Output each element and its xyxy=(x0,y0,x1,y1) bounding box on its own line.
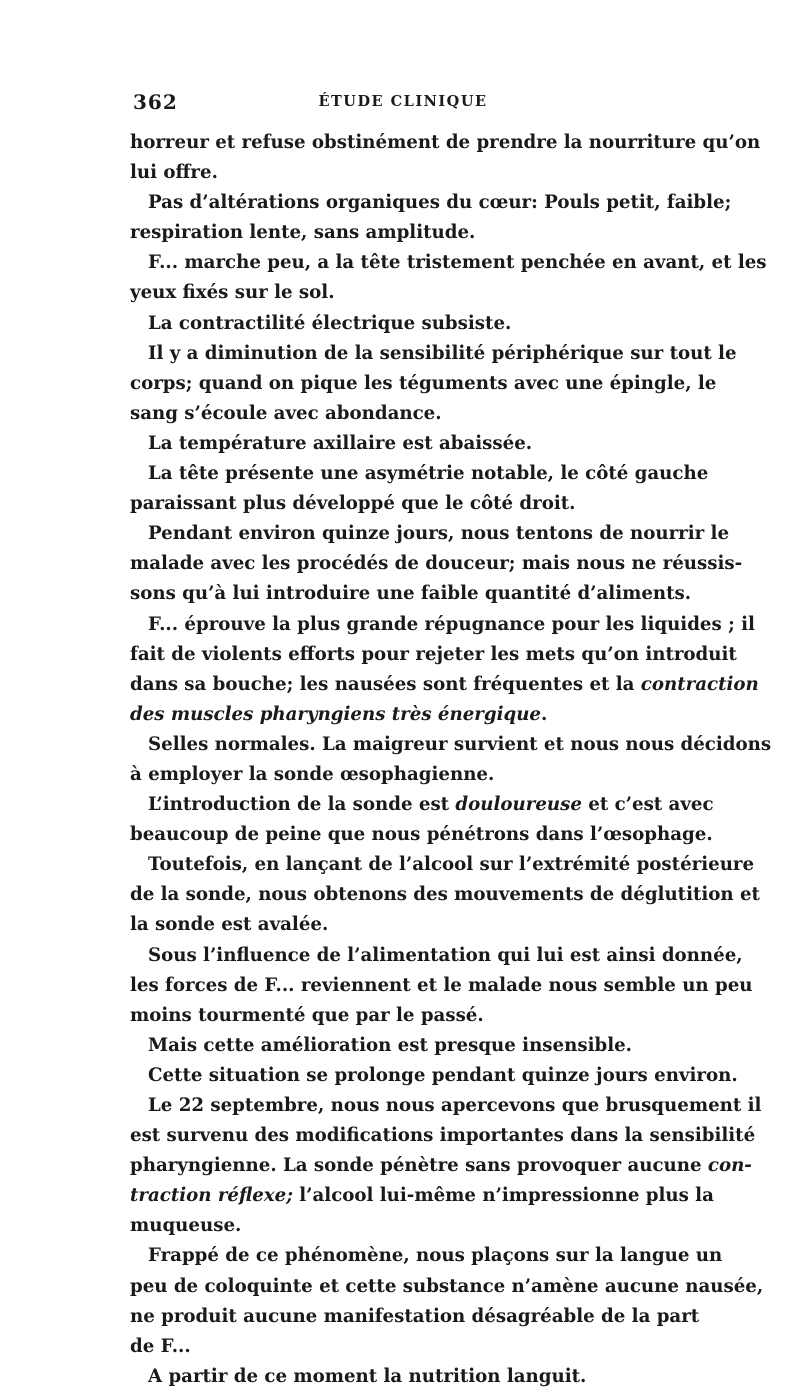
text-line xyxy=(130,459,709,489)
text-line xyxy=(130,941,743,971)
text-line xyxy=(130,1001,675,1031)
text-line-italic: des muscles pharyngiens très énergique xyxy=(130,703,541,725)
text-line xyxy=(130,158,675,188)
text-line-roman: Frappé de ce phénomène, nous plaçons sur la langue un xyxy=(148,1245,723,1267)
text-line-roman: muqueuse. xyxy=(130,1215,242,1237)
text-line xyxy=(130,730,772,760)
text-line-roman: beaucoup de peine que nous pénétrons dans l’œsophage. xyxy=(130,824,713,846)
text-line xyxy=(130,489,675,519)
text-line xyxy=(130,820,713,850)
page-header xyxy=(133,90,673,120)
text-line-roman: horreur et refuse obstinément de prendre la nourriture qu’on xyxy=(130,132,761,153)
text-line-roman: sang s’écoule avec abondance. xyxy=(130,402,442,424)
text-line-roman: A partir de ce moment la nutrition languit. xyxy=(148,1365,587,1387)
text-line-roman: L’introduction de la sonde est xyxy=(148,794,456,816)
text-line xyxy=(130,218,675,248)
text-line xyxy=(130,1332,675,1362)
text-line-roman: Sous l’influence de l’alimentation qui lui est ainsi donnée, xyxy=(148,944,743,966)
text-line-roman: de F... xyxy=(130,1335,191,1357)
text-line-roman: la sonde est avalée. xyxy=(130,914,329,936)
text-line xyxy=(130,971,753,1001)
text-line-roman: fait de violents efforts pour rejeter les mets qu’on introduit xyxy=(130,643,737,665)
text-line xyxy=(130,1091,762,1121)
text-line xyxy=(130,790,714,820)
text-line-roman: dans sa bouche; les nausées sont fréquentes et la xyxy=(130,673,641,695)
text-line-roman: Le 22 septembre, nous nous apercevons que brusquement il xyxy=(148,1095,762,1116)
text-line xyxy=(130,1272,764,1302)
text-line-italic: traction réflexe; xyxy=(130,1185,293,1207)
text-line xyxy=(130,1241,723,1271)
text-line-italic: douloureuse xyxy=(455,794,582,816)
text-line-roman: La température axillaire est abaissée. xyxy=(148,432,533,454)
text-line-roman-after: . xyxy=(541,703,548,725)
text-line-roman-after: et c’est avec xyxy=(581,794,714,816)
text-line xyxy=(130,850,755,880)
text-line xyxy=(130,369,717,399)
text-line-roman: à employer la sonde œsophagienne. xyxy=(130,763,495,785)
text-line xyxy=(130,549,743,579)
body-text xyxy=(130,128,772,1392)
text-line-roman: F... marche peu, a la tête tristement penchée en avant, et les xyxy=(148,252,767,274)
text-line-roman: pharyngienne. La sonde pénètre sans provoquer aucune xyxy=(130,1155,708,1177)
text-line-roman: moins tourmenté que par le passé. xyxy=(130,1004,484,1026)
text-line-roman: sons qu’à lui introduire une faible quantité d’aliments. xyxy=(130,583,692,605)
text-line xyxy=(130,519,730,549)
text-line-roman: La contractilité électrique subsiste. xyxy=(148,312,512,334)
text-line xyxy=(130,278,675,308)
text-line xyxy=(130,248,767,278)
text-line-roman: Pas d’altérations organiques du cœur: Pouls petit, faible; xyxy=(148,192,732,214)
text-line-roman: Mais cette amélioration est presque insensible. xyxy=(148,1034,633,1056)
text-line-roman: ne produit aucune manifestation désagréable de la part xyxy=(130,1305,700,1327)
text-line xyxy=(130,188,732,218)
page-number: 362 xyxy=(133,90,178,114)
text-line xyxy=(130,610,755,640)
text-line-roman-after: l’alcool lui-même n’impressionne plus la xyxy=(292,1185,714,1207)
text-line xyxy=(130,1151,752,1181)
text-line-roman: les forces de F... reviennent et le malade nous semble un peu xyxy=(130,974,753,996)
text-line-roman: corps; quand on pique les téguments avec une épingle, le xyxy=(130,372,717,394)
text-line xyxy=(130,910,675,940)
text-line xyxy=(130,670,759,700)
text-line xyxy=(130,880,760,910)
text-line-roman: yeux fixés sur le sol. xyxy=(130,282,335,304)
text-line-roman: Pendant environ quinze jours, nous tentons de nourrir le xyxy=(148,523,730,545)
text-line xyxy=(130,579,692,609)
text-line-roman: F... éprouve la plus grande répugnance pour les liquides ; il xyxy=(148,613,755,635)
text-line-roman: Il y a diminution de la sensibilité périphérique sur tout le xyxy=(148,342,737,364)
running-head: ÉTUDE CLINIQUE xyxy=(318,93,488,110)
text-line xyxy=(130,1181,714,1211)
text-line-roman: paraissant plus développé que le côté droit. xyxy=(130,493,576,515)
text-line-roman: peu de coloquinte et cette substance n’amène aucune nausée, xyxy=(130,1275,764,1297)
text-line xyxy=(130,309,675,339)
text-line-italic: contraction xyxy=(640,673,759,695)
text-line xyxy=(130,760,675,790)
text-line-roman: Selles normales. La maigreur survient et nous nous décidons xyxy=(148,733,772,755)
text-line xyxy=(130,399,675,429)
text-line-roman: malade avec les procédés de douceur; mais nous ne réussis- xyxy=(130,553,743,575)
text-line xyxy=(130,429,675,459)
text-line xyxy=(130,640,737,670)
text-line-roman: Cette situation se prolonge pendant quinze jours environ. xyxy=(148,1064,738,1086)
text-line xyxy=(130,1362,675,1392)
text-line xyxy=(130,339,737,369)
text-line-roman: de la sonde, nous obtenons des mouvements de déglutition et xyxy=(130,884,760,906)
text-line xyxy=(130,1031,675,1061)
text-line-roman: lui offre. xyxy=(130,162,218,184)
text-line-roman: est survenu des modifications importantes dans la sensibilité xyxy=(130,1125,756,1147)
text-line xyxy=(130,700,675,730)
text-line xyxy=(130,1061,738,1091)
text-line xyxy=(130,1302,700,1332)
text-line xyxy=(130,1121,756,1151)
text-line-italic: con- xyxy=(707,1155,752,1177)
text-line-roman: La tête présente une asymétrie notable, le côté gauche xyxy=(148,463,709,485)
text-line-roman: Toutefois, en lançant de l’alcool sur l’extrémité postérieure xyxy=(148,854,755,876)
text-line xyxy=(130,1211,675,1241)
text-line xyxy=(130,128,761,158)
text-line-roman: respiration lente, sans amplitude. xyxy=(130,222,476,244)
